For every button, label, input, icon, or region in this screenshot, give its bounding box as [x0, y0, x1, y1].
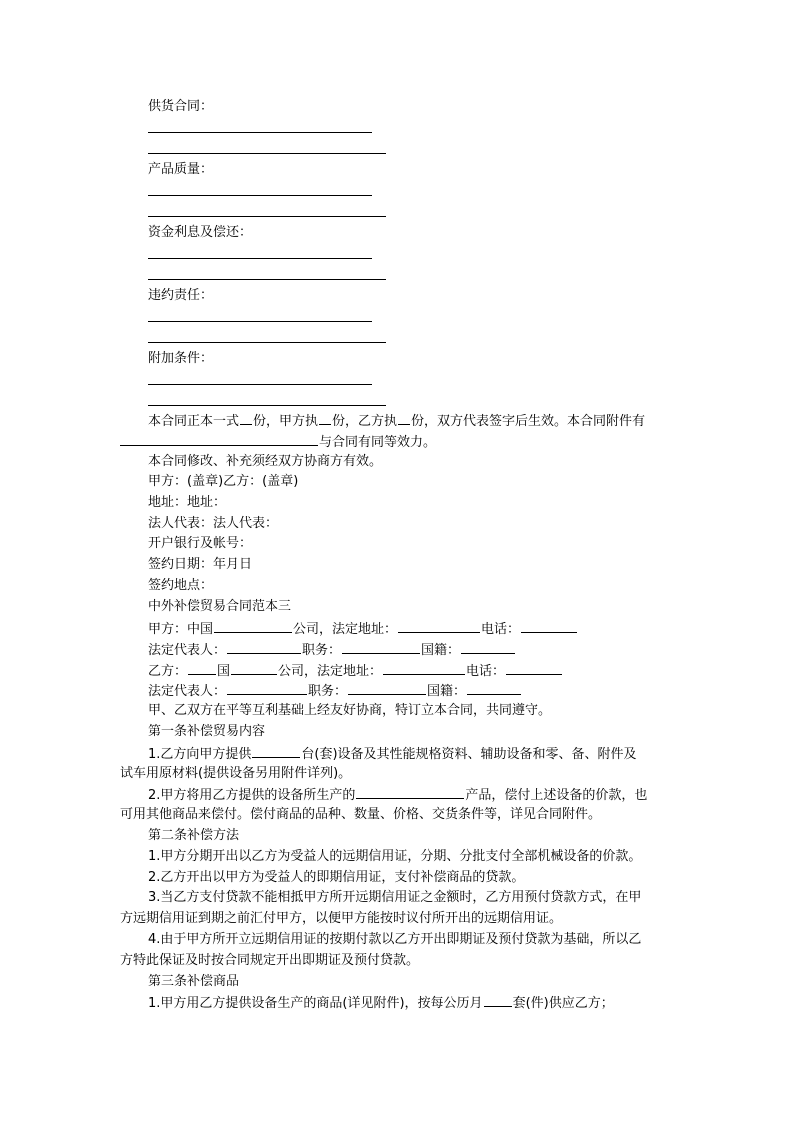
- party-b-line: 乙方： 国 公司，法定地址： 电话：: [148, 661, 563, 679]
- funds-interest-heading: 资金利息及偿还：: [148, 225, 253, 240]
- blank-field: [398, 411, 410, 425]
- blank-line: [148, 132, 372, 133]
- blank-line: [148, 258, 372, 259]
- blank-field: [319, 411, 331, 425]
- representative-line: 法人代表：法人代表：: [148, 516, 279, 531]
- article-3-item-1: 1.甲方用乙方提供设备生产的商品(详见附件)，按每公历月 套(件)供应乙方；: [148, 993, 614, 1011]
- blank-field: [188, 661, 216, 675]
- blank-line: [148, 216, 386, 217]
- party-a-line: 甲方：中国 公司，法定地址： 电话：: [148, 619, 578, 637]
- blank-field: [227, 640, 301, 654]
- seal-line: 甲方：(盖章)乙方：(盖章): [148, 474, 299, 489]
- liability-heading: 违约责任：: [148, 288, 214, 303]
- blank-field: [227, 681, 307, 695]
- article-2-item-4-cont: 方特此保证及时按合同规定开出即期证及预付贷款。: [120, 953, 420, 968]
- party-b-rep-line: 法定代表人： 职务： 国籍：: [148, 681, 522, 699]
- blank-field: [252, 744, 300, 758]
- blank-field: [398, 619, 480, 633]
- blank-line: [148, 405, 386, 406]
- blank-line: [148, 384, 372, 385]
- blank-field: [506, 661, 562, 675]
- blank-field: [231, 661, 277, 675]
- blank-line: [148, 195, 372, 196]
- blank-field: [484, 993, 512, 1007]
- blank-field: [461, 640, 515, 654]
- copies-line-2: 与合同有同等效力。: [120, 432, 436, 450]
- article-1-title: 第一条补偿贸易内容: [148, 724, 266, 739]
- supply-contract-heading: 供货合同：: [148, 99, 214, 114]
- blank-field: [342, 640, 420, 654]
- article-1-item-1: 1.乙方向甲方提供 台(套)设备及其性能规格资料、辅助设备和零、备、附件及: [148, 744, 637, 762]
- blank-line: [148, 153, 386, 154]
- article-2-item-4: 4.由于甲方所开立远期信用证的按期付款以乙方开出即期证及预付贷款为基础，所以乙: [148, 932, 642, 947]
- article-1-item-2-cont: 可用其他商品来偿付。偿付商品的品种、数量、价格、交货条件等，详见合同附件。: [120, 807, 602, 822]
- blank-field: [383, 661, 465, 675]
- blank-field: [467, 681, 521, 695]
- template-title: 中外补偿贸易合同范本三: [148, 599, 292, 614]
- blank-field: [348, 681, 426, 695]
- blank-field: [521, 619, 577, 633]
- article-2-item-2: 2.乙方开出以甲方为受益人的即期信用证，支付补偿商品的贷款。: [148, 870, 525, 885]
- blank-field: [240, 411, 252, 425]
- article-1-item-2: 2.甲方将用乙方提供的设备所生产的 产品，偿付上述设备的价款，也: [148, 785, 647, 803]
- article-2-item-3: 3.当乙方支付贷款不能相抵甲方所开远期信用证之金额时，乙方用预付贷款方式，在甲: [148, 890, 642, 905]
- blank-field: [356, 785, 464, 799]
- article-2-item-1: 1.甲方分期开出以乙方为受益人的远期信用证，分期、分批支付全部机械设备的价款。: [148, 849, 642, 864]
- additional-heading: 附加条件：: [148, 351, 214, 366]
- product-quality-heading: 产品质量：: [148, 162, 214, 177]
- sign-date-line: 签约日期：年月日: [148, 557, 253, 572]
- article-2-item-3-cont: 方远期信用证到期之前汇付甲方，以便甲方能按时议付所开出的远期信用证。: [120, 911, 563, 926]
- preamble: 甲、乙双方在平等互利基础上经友好协商，特订立本合同，共同遵守。: [148, 703, 552, 718]
- modify-clause: 本合同修改、补充须经双方协商方有效。: [148, 454, 383, 469]
- blank-line: [148, 342, 386, 343]
- blank-line: [148, 321, 372, 322]
- article-1-item-1-cont: 试车用原材料(提供设备另用附件详列)。: [120, 766, 352, 781]
- bank-line: 开户银行及帐号：: [148, 536, 253, 551]
- article-2-title: 第二条补偿方法: [148, 828, 240, 843]
- blank-field: [214, 619, 292, 633]
- party-a-rep-line: 法定代表人： 职务： 国籍：: [148, 640, 516, 658]
- copies-line: 本合同正本一式 份，甲方执 份，乙方执 份，双方代表签字后生效。本合同附件有: [148, 411, 645, 429]
- blank-line: [148, 279, 386, 280]
- sign-place-line: 签约地点：: [148, 578, 214, 593]
- address-line: 地址：地址：: [148, 495, 227, 510]
- article-3-title: 第三条补偿商品: [148, 974, 240, 989]
- blank-field: [120, 432, 318, 446]
